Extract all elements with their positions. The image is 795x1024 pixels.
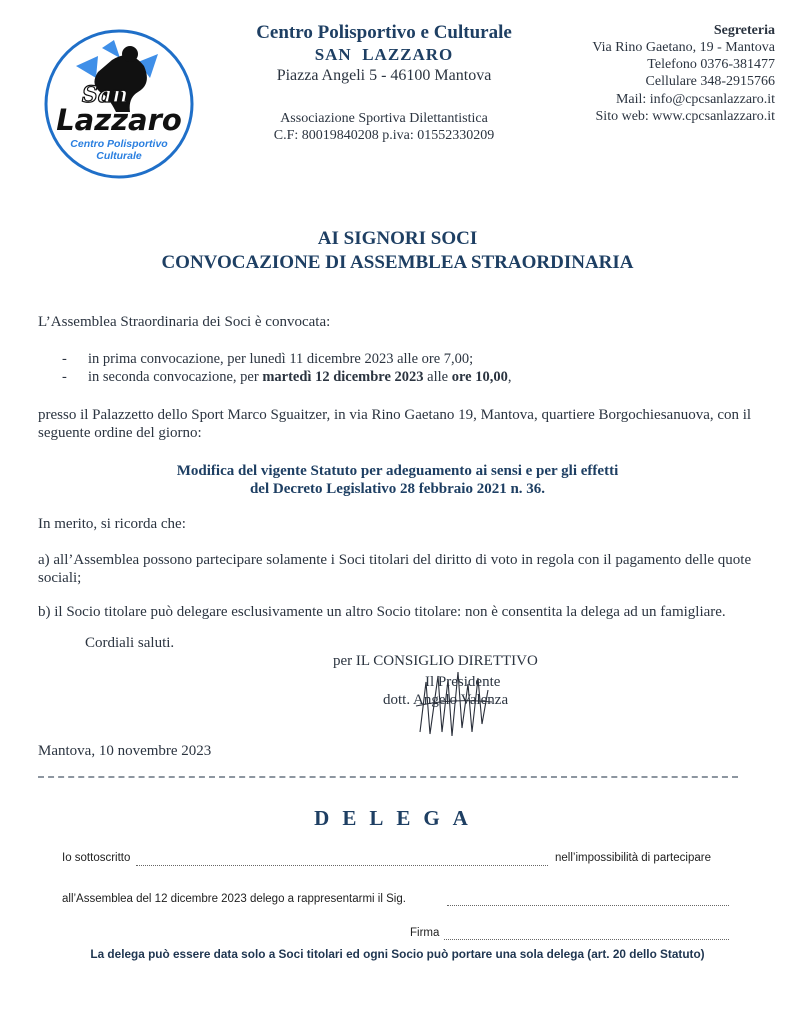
delega-note: La delega può essere data solo a Soci titolari ed ogni Socio può portare una sola delega (art. 20 dello Statuto) (90, 947, 705, 961)
delega-title: DELEGA (314, 806, 481, 830)
signatory-role: Il Presidente (425, 674, 501, 690)
segreteria-contacts (592, 39, 775, 125)
document-date: Mantova, 10 novembre 2023 (38, 743, 212, 759)
signatory-name: dott. Angelo Valenza (383, 692, 509, 708)
meeting-time: ore 10,00 (451, 369, 508, 385)
handwritten-signature (412, 662, 496, 742)
list-item (62, 351, 473, 368)
reminder-intro: In merito, si ricorda che: (38, 516, 186, 532)
org-name: Centro Polisportivo e Culturale (256, 22, 512, 43)
org-address: Piazza Angeli 5 - 46100 Mantova (276, 67, 492, 84)
point-b: b) il Socio titolare può delegare esclusivamente un altro Socio titolare: non è consentita la delega ad un famigliare. (38, 604, 726, 620)
delega-delegate-field[interactable] (447, 905, 729, 906)
org-subtitle: SAN LAZZARO (314, 45, 454, 64)
segreteria-phone: Telefono 0376-381477 (647, 57, 775, 73)
cut-line-divider (38, 776, 738, 778)
delega-label-firma: Firma (410, 927, 440, 939)
delega-signature-field[interactable] (444, 939, 729, 940)
bullet-text: in prima convocazione, per lunedì 11 dicembre 2023 alle ore 7,00; (88, 351, 474, 367)
document-subtitle: CONVOCAZIONE DI ASSEMBLEA STRAORDINARIA (161, 252, 634, 273)
segreteria-title: Segreteria (713, 23, 775, 38)
delega-label-sottoscritto: Io sottoscritto (62, 852, 131, 864)
list-item: - in seconda convocazione, per martedì 12 dicembre 2023 alle ore 10,00, (62, 369, 512, 385)
closing-greeting: Cordiali saluti. (85, 635, 175, 651)
segreteria-mail: Mail: info@cpcsanlazzaro.it (615, 91, 775, 107)
meeting-date: martedì 12 dicembre 2023 (262, 369, 424, 385)
document-title: AI SIGNORI SOCI (317, 228, 478, 249)
agenda-item: Modifica del vigente Statuto per adeguamento ai sensi e per gli effetti del Decreto Legislativo 28 febbraio 2021 n. 36. (176, 463, 619, 497)
org-tax-code: C.F: 80019840208 p.iva: 01552330209 (273, 128, 495, 143)
logo (42, 26, 196, 182)
delega-label-assemblea: all’Assemblea del 12 dicembre 2023 delego a rappresentarmi il Sig. (62, 893, 406, 905)
signatory-board: per IL CONSIGLIO DIRETTIVO (333, 653, 538, 669)
bullet-dash: - (62, 351, 67, 367)
segreteria-mobile: Cellulare 348-2915766 (645, 74, 775, 90)
logo-name: Lazzaro (56, 103, 182, 137)
intro-text: L’Assemblea Straordinaria dei Soci è convocata: (38, 314, 331, 330)
logo-line1: Centro Polisportivo (70, 138, 168, 150)
venue-paragraph: presso il Palazzetto dello Sport Marco Sguaitzer, in via Rino Gaetano 19, Mantova, quartiere Borgochiesanuova, con il seguente ordine del giorno: (38, 407, 752, 441)
segreteria-website: Sito web: www.cpcsanlazzaro.it (595, 108, 775, 124)
delega-label-impossibilita: nell’impossibilità di partecipare (555, 852, 711, 864)
delega-name-field[interactable] (136, 865, 548, 866)
point-a: a) all’Assemblea possono partecipare solamente i Soci titolari del diritto di voto in regola con il pagamento delle quote sociali; (38, 552, 752, 586)
logo-script: San (82, 82, 129, 108)
logo-line2: Culturale (96, 150, 142, 162)
org-association: Associazione Sportiva Dilettantistica (280, 111, 488, 126)
segreteria-address: Via Rino Gaetano, 19 - Mantova (592, 40, 775, 55)
bullet-dash: - (62, 369, 67, 385)
